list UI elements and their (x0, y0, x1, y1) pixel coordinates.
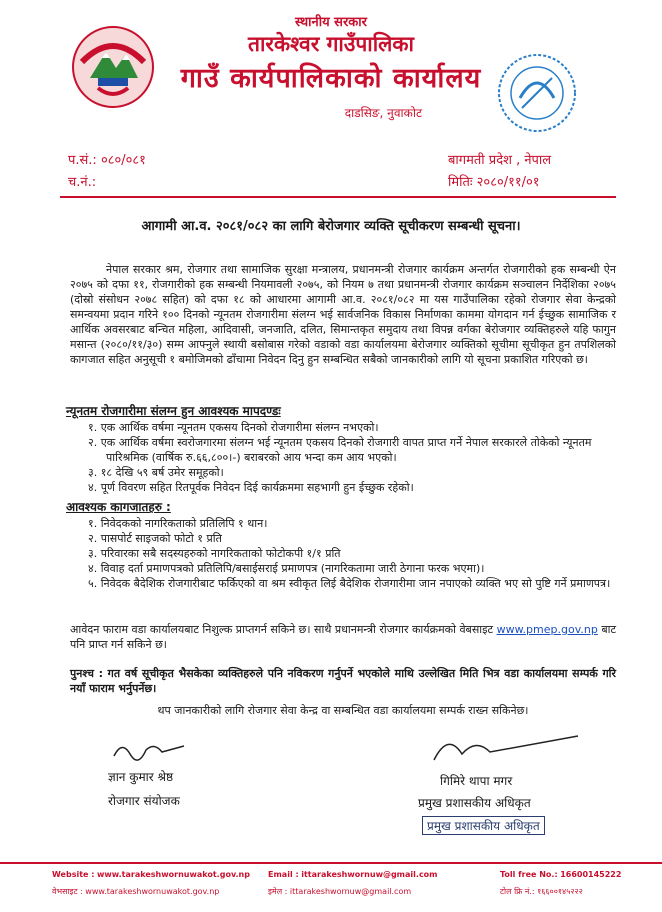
website-ne-value: www.tarakeshwornuwakot.gov.np (85, 887, 220, 896)
ref-number: प.सं.: ०८०/०८१ (68, 153, 146, 168)
pmep-website-link[interactable]: www.pmep.gov.np (496, 623, 598, 636)
documents-heading: आवश्यक कागजातहरु : (66, 500, 171, 514)
notice-body: नेपाल सरकार श्रम, रोजगार तथा सामाजिक सुरक्षा मन्त्रालय, प्रधानमन्त्री रोजगार कार्यक्रम अन्तर्गत रोजगारीको हक सम्बन्धी ऐन २०७५ को दफा ११, रोजगारीको हक सम्बन्धी नियमावली २०७५, को नियम ७ तथा प्रधानमन्त्री रोजगार कार्यक्रम सञ्चालन निर्देशिका २०७५ (दोस्रो संसोधन २०७८ सहित) को दफा १८ को आधारमा आगामी आ.व. २०८१/०८२ मा यस गाउँपालिका रहेको रोजगार सेवा केन्द्रको समन्वयमा प्रदान गरिने १०० दिनको न्यूनतम रोजगारीमा संलग्न भई सार्वजनिक विकास निर्माणका काममा योगदान गर्न ईच्छुक सामाजिक र आर्थिक अवसरबाट बन्चित महिला, आदिवासी, जनजाति, दलित, सिमान्तकृत समुदाय तथा विपन्न वर्गका बेरोजगार व्यक्तिहरुले यहि फागुन मसान्त (२०८०/११/३०) सम्म आफ्नुले स्थायी बसोबास गरेको वडाको वडा कार्यालयमा बेरोजगार व्यक्तिको सूचीमा सूचीकृत हुन तपशिलको कागजात सहित अनुसूची १ बमोजिमको ढाँचामा निवेदन दिनु हुन सम्बन्धित सबैको जानकारीको लागि यो सूचना प्रकाशित गरिएको छ। (70, 263, 616, 366)
header-municipality: तारकेश्वर गाउँपालिका (247, 32, 414, 56)
dispatch-number: च.नं.: (68, 175, 97, 190)
left-signature (110, 738, 190, 764)
footer-tollfree (500, 870, 621, 879)
title-stamp: प्रमुख प्रशासकीय अधिकृत (422, 816, 545, 835)
right-signature (428, 728, 588, 768)
header-location: दाडसिङ, नुवाकोट (344, 106, 422, 120)
email-ne-label: इमेल : (268, 887, 288, 896)
footer-email (268, 870, 438, 879)
list-item: २. पासपोर्ट साइजको फोटो १ प्रति (88, 532, 222, 545)
availability-line1: आवेदन फाराम वडा कार्यालयबाट निशुल्क प्राप्तगर्न सकिने छ। साथै प्रधानमन्त्री रोजगार कार्यक्रमको वेबसाइट (70, 623, 494, 636)
closing-text: थप जानकारीको लागि रोजगार सेवा केन्द्र वा सम्बन्धित वडा कार्यालयमा सम्पर्क राख्न सकिनेछ। (157, 704, 529, 717)
province: बागमती प्रदेश , नेपाल (448, 153, 552, 168)
footer-website-ne (52, 886, 219, 897)
availability-line2: बाट पनि प्राप्त गर्न सकिने छ। (70, 623, 617, 651)
email-value: ittarakeshwornuw@gmail.com (301, 870, 438, 879)
left-signatory-name: ज्ञान कुमार श्रेष्ठ (108, 770, 174, 784)
header-divider (60, 196, 616, 198)
footer (0, 862, 662, 912)
website-ne-label: वेभसाइट : (52, 887, 83, 896)
list-item: ४. पूर्ण विवरण सहित रितपूर्वक निवेदन दिई कार्यक्रममा सहभागी हुन ईच्छुक रहेको। (88, 481, 414, 494)
footer-website (52, 870, 250, 879)
list-item: १. एक आर्थिक वर्षमा न्यूनतम एकसय दिनको रोजगारीमा संलग्न नभएको। (88, 421, 379, 434)
list-item: ३. १८ देखि ५९ बर्ष उमेर समूहको। (88, 466, 224, 479)
website-value: www.tarakeshwornuwakot.gov.np (96, 870, 250, 879)
list-item: ५. निवेदक बैदेशिक रोजगारीबाट फर्किएको वा श्रम स्वीकृत लिई बैदेशिक रोजगारीमा जान नपाएको व्यक्ति भए सो पुष्टि गर्ने प्रमाणपत्र। (88, 577, 611, 590)
list-item: १. निवेदकको नागरिकताको प्रतिलिपि १ थान। (88, 517, 268, 530)
email-ne-value: ittarakeshwornuw@gmail.com (289, 887, 412, 896)
left-signatory-title: रोजगार संयोजक (108, 794, 180, 808)
email-label: Email : (268, 870, 299, 879)
postscript: पुनश्च : गत वर्ष सूचीकृत भैसकेका व्यक्तिहरुले पनि नविकरण गर्नुपर्ने भएकोले माथि उल्लेखित मिति भित्र वडा कार्यालयमा सम्पर्क गरि नयाँ फाराम भर्नुपर्नेछ। (70, 667, 616, 695)
date: मितिः २०८०/११/०१ (448, 175, 540, 190)
header-office: गाउँ कार्यपालिकाको कार्यालय (180, 63, 482, 94)
availability-text (70, 622, 616, 652)
list-item: २. एक आर्थिक वर्षमा स्वरोजगारमा संलग्न भई न्यूनतम एकसय दिनको रोजगारी वापत प्राप्त गर्ने नेपाल सरकारले तोकेको न्यूनतम पारिश्रमिक (वार्षिक रु.६६,८००।-) बराबरको आय भन्दा कम आय भएको। (88, 436, 592, 464)
list-item: ३. परिवारका सबै सदस्यहरुको नागरिकताको फोटोकपी १/१ प्रति (88, 547, 341, 560)
documents-list (88, 516, 618, 591)
footer-email-ne (268, 886, 411, 897)
right-signatory-title: प्रमुख प्रशासकीय अधिकृत (418, 796, 531, 810)
notice-title: आगामी आ.व. २०८१/०८२ का लागि बेरोजगार व्यक्ति सूचीकरण सम्बन्धी सूचना। (141, 219, 521, 234)
website-label: Website : (52, 870, 95, 879)
right-signatory-name: गिमिरे थापा मगर (440, 774, 513, 788)
header-govt: स्थानीय सरकार (295, 15, 367, 30)
criteria-heading: न्यूनतम रोजगारीमा संलग्न हुन आवश्यक मापदण्डः (66, 404, 281, 418)
footer-tollfree-ne: टोल फ्रि नं.: १६६००१४५२२२ (500, 887, 583, 896)
list-item: ४. विवाह दर्ता प्रमाणपत्रको प्रतिलिपि/बसाईसराई प्रमाणपत्र (नागरिकतामा जारी ठेगाना फरक भएमा)। (88, 562, 485, 575)
criteria-list (88, 420, 618, 495)
tollfree-value: 16600145222 (560, 870, 622, 879)
tollfree-label: Toll free No.: (500, 870, 558, 879)
